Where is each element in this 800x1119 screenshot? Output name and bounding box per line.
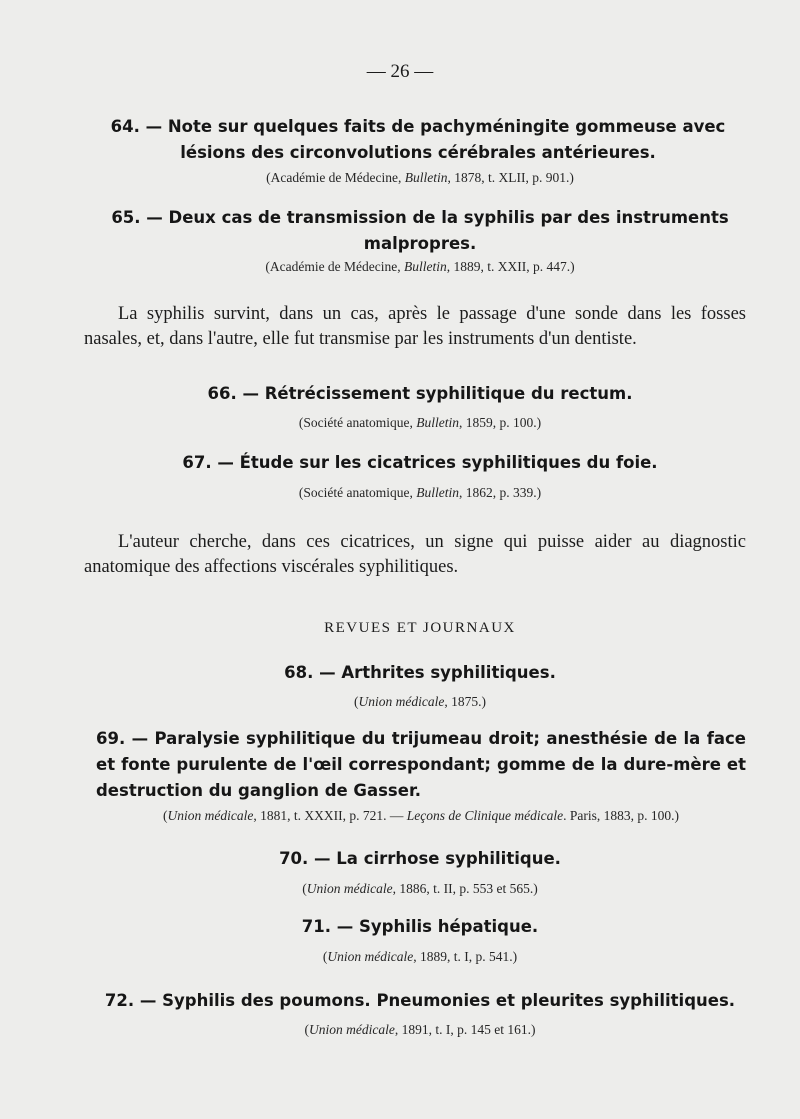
entry-71-citation: (Union médicale, 1889, t. I, p. 541.) (322, 949, 518, 964)
entry-72-title: 72. — Syphilis des poumons. Pneumonies et pleurites syphilitiques. (104, 991, 736, 1010)
entry-71-title: 71. — Syphilis hépatique. (301, 917, 539, 936)
entry-70-title: 70. — La cirrhose syphilitique. (279, 849, 561, 868)
entry-65-body: La syphilis survint, dans un cas, après le passage d'une sonde dans les fosses nasales, et, dans l'autre, elle fut transmise par les instruments d'un dentiste. (84, 304, 746, 349)
entry-70-citation: (Union médicale, 1886, t. II, p. 553 et 565.) (302, 881, 538, 896)
entry-69-title: 69. — Paralysie syphilitique du trijumeau droit; anesthésie de la face et fonte purulente de l'œil correspondant; gomme de la dure-mère et destruction du ganglion de Gasser. (96, 729, 746, 800)
entry-64-title: 64. — Note sur quelques faits de pachyméningite gommeuse avec lésions des circonvolutions cérébrales antérieures. (110, 117, 726, 162)
entry-68-title: 68. — Arthrites syphilitiques. (284, 663, 556, 682)
entry-65-title: 65. — Deux cas de transmission de la syphilis par des instruments malpropres. (111, 208, 729, 253)
entry-67-title: 67. — Étude sur les cicatrices syphilitiques du foie. (182, 453, 658, 472)
entry-66-title: 66. — Rétrécissement syphilitique du rectum. (207, 384, 633, 403)
entry-72-citation: (Union médicale, 1891, t. I, p. 145 et 161.) (304, 1022, 536, 1037)
entry-67-citation: (Société anatomique, Bulletin, 1862, p. 339.) (298, 485, 542, 500)
section-heading: REVUES ET JOURNAUX (324, 620, 516, 636)
entry-66-citation: (Société anatomique, Bulletin, 1859, p. 100.) (298, 415, 542, 430)
entry-64-citation: (Académie de Médecine, Bulletin, 1878, t. XLII, p. 901.) (266, 170, 574, 185)
page-number: — 26 — (366, 61, 434, 82)
entry-67-body: L'auteur cherche, dans ces cicatrices, un signe qui puisse aider au diagnostic anatomique des affections viscérales syphilitiques. (84, 532, 746, 577)
entry-65-citation: (Académie de Médecine, Bulletin, 1889, t. XXII, p. 447.) (265, 259, 575, 274)
entry-69-citation: (Union médicale, 1881, t. XXXII, p. 721. — Leçons de Clinique médicale. Paris, 1883, p. 100.) (163, 808, 679, 823)
entry-68-citation: (Union médicale, 1875.) (354, 694, 486, 709)
